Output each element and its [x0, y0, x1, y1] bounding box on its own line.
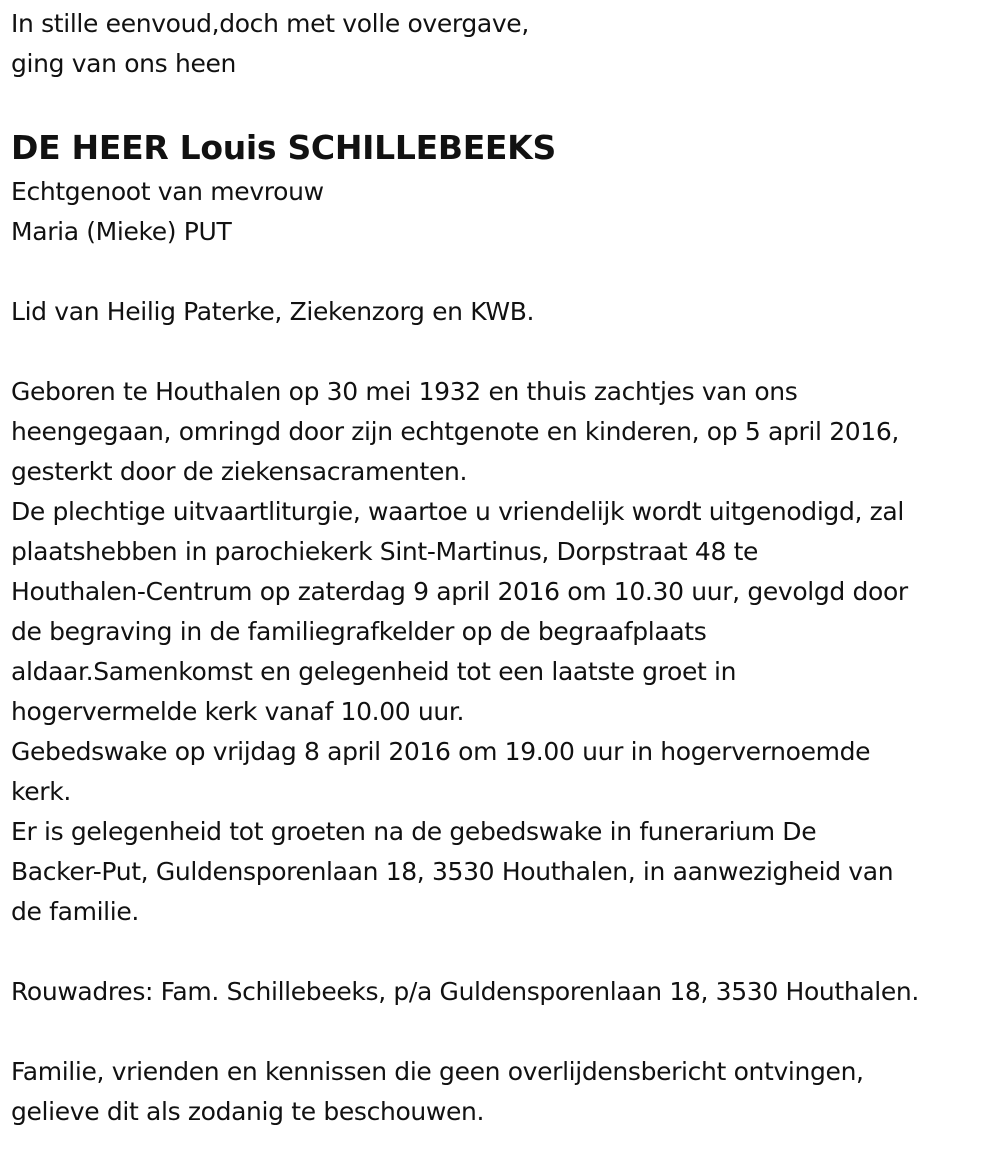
- mourning-address: Rouwadres: Fam. Schillebeeks, p/a Guldensporenlaan 18, 3530 Houthalen.: [11, 977, 920, 1006]
- body-line: Gebedswake op vrijdag 8 april 2016 om 19.00 uur in hogervernoemde: [11, 737, 871, 766]
- body-line: de begraving in de familiegrafkelder op de begraafplaats: [11, 617, 707, 646]
- obituary-notice: [11, 4, 996, 1132]
- spacer: [11, 252, 996, 292]
- spouse-line-2: Maria (Mieke) PUT: [11, 217, 232, 246]
- body-line: plaatshebben in parochiekerk Sint-Martinus, Dorpstraat 48 te: [11, 537, 759, 566]
- intro-line-1: In stille eenvoud,doch met volle overgave,: [11, 9, 529, 38]
- body-line: Backer-Put, Guldensporenlaan 18, 3530 Houthalen, in aanwezigheid van: [11, 857, 894, 886]
- body-line: de familie.: [11, 897, 139, 926]
- closing-line-2: gelieve dit als zodanig te beschouwen.: [11, 1097, 485, 1126]
- spacer: [11, 932, 996, 972]
- spacer: [11, 1012, 996, 1052]
- deceased-name: DE HEER Louis SCHILLEBEEKS: [11, 128, 556, 167]
- closing-line-1: Familie, vrienden en kennissen die geen overlijdensbericht ontvingen,: [11, 1057, 864, 1086]
- body-line: gesterkt door de ziekensacramenten.: [11, 457, 468, 486]
- body-line: hogervermelde kerk vanaf 10.00 uur.: [11, 697, 465, 726]
- body-line: Er is gelegenheid tot groeten na de gebedswake in funerarium De: [11, 817, 817, 846]
- body-line: Geboren te Houthalen op 30 mei 1932 en thuis zachtjes van ons: [11, 377, 798, 406]
- body-line: heengegaan, omringd door zijn echtgenote en kinderen, op 5 april 2016,: [11, 417, 900, 446]
- body-line: kerk.: [11, 777, 71, 806]
- intro-line-2: ging van ons heen: [11, 49, 236, 78]
- membership-line: Lid van Heilig Paterke, Ziekenzorg en KWB.: [11, 297, 535, 326]
- body-line: aldaar.Samenkomst en gelegenheid tot een laatste groet in: [11, 657, 737, 686]
- body-line: Houthalen-Centrum op zaterdag 9 april 2016 om 10.30 uur, gevolgd door: [11, 577, 908, 606]
- spouse-line-1: Echtgenoot van mevrouw: [11, 177, 324, 206]
- body-line: De plechtige uitvaartliturgie, waartoe u vriendelijk wordt uitgenodigd, zal: [11, 497, 904, 526]
- spacer: [11, 332, 996, 372]
